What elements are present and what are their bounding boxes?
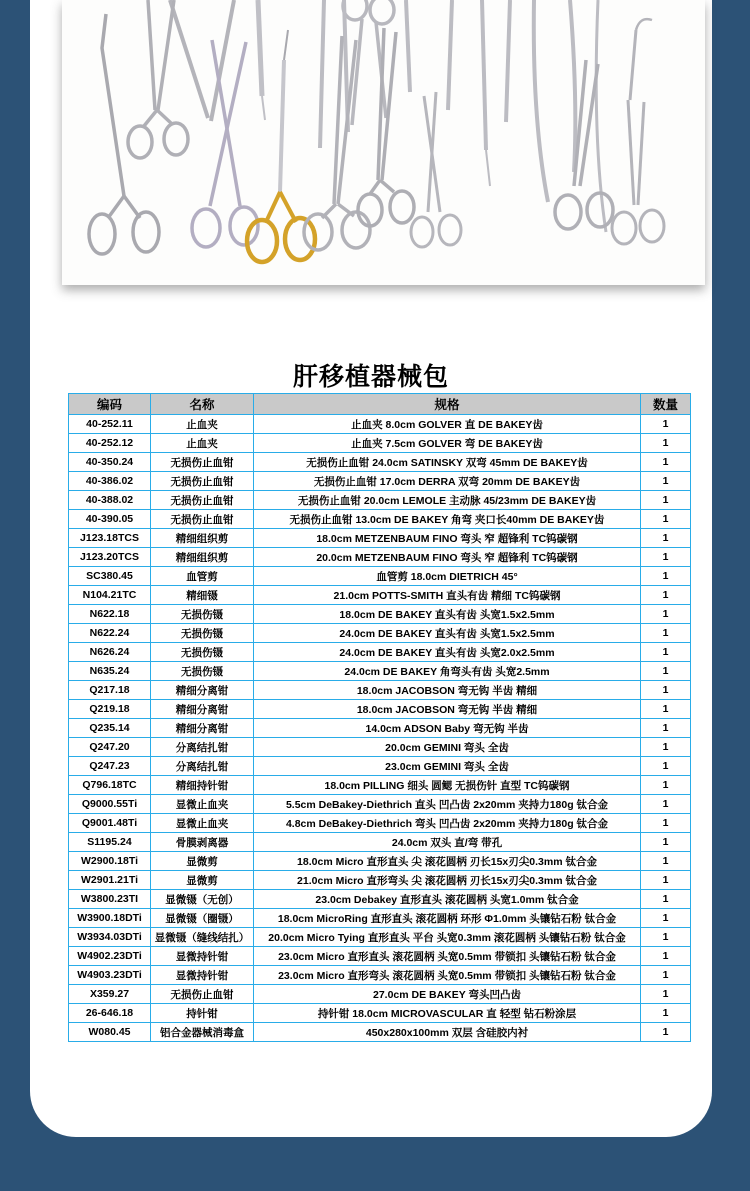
table-cell: N622.24 <box>69 624 151 643</box>
table-cell: 5.5cm DeBakey-Diethrich 直头 凹凸齿 2x20mm 夹持力180g 钛合金 <box>254 795 641 814</box>
table-cell: 血管剪 <box>151 567 254 586</box>
table-cell: W4903.23DTi <box>69 966 151 985</box>
table-cell: 显微止血夹 <box>151 814 254 833</box>
table-row <box>69 662 691 681</box>
table-cell: 23.0cm Micro 直形直头 滚花圆柄 头宽0.5mm 带锁扣 头镶钻石粉 钛合金 <box>254 947 641 966</box>
table-row <box>69 643 691 662</box>
table-row <box>69 586 691 605</box>
table-cell: 18.0cm METZENBAUM FINO 弯头 窄 超锋利 TC钨碳钢 <box>254 529 641 548</box>
column-header: 规格 <box>254 394 641 415</box>
table-row <box>69 548 691 567</box>
table-row <box>69 738 691 757</box>
table-cell: 1 <box>641 909 691 928</box>
table-cell: N626.24 <box>69 643 151 662</box>
table-cell: 显微剪 <box>151 852 254 871</box>
table-cell: Q9001.48Ti <box>69 814 151 833</box>
table-row <box>69 1023 691 1042</box>
table-cell: 无损伤止血钳 20.0cm LEMOLE 主动脉 45/23mm DE BAKEY齿 <box>254 491 641 510</box>
table-row <box>69 472 691 491</box>
table-cell: X359.27 <box>69 985 151 1004</box>
hemostat-mid-illustration <box>358 28 414 226</box>
table-cell: 精细组织剪 <box>151 548 254 567</box>
table-cell: 18.0cm JACOBSON 弯无钩 半齿 精细 <box>254 681 641 700</box>
table-cell: 持针钳 18.0cm MICROVASCULAR 直 轻型 钻石粉涂层 <box>254 1004 641 1023</box>
instrument-spec-table <box>68 393 691 1042</box>
table-cell: 1 <box>641 890 691 909</box>
table-cell: N104.21TC <box>69 586 151 605</box>
table-cell: 无损伤镊 <box>151 662 254 681</box>
table-cell: 无损伤止血钳 <box>151 453 254 472</box>
table-cell: W4902.23DTi <box>69 947 151 966</box>
table-cell: W3900.18DTi <box>69 909 151 928</box>
table-cell: 显微剪 <box>151 871 254 890</box>
table-cell: 无损伤止血钳 <box>151 491 254 510</box>
table-cell: 精细组织剪 <box>151 529 254 548</box>
table-cell: 1 <box>641 681 691 700</box>
table-cell: 1 <box>641 814 691 833</box>
table-cell: J123.20TCS <box>69 548 151 567</box>
table-cell: 26-646.18 <box>69 1004 151 1023</box>
table-cell: N622.18 <box>69 605 151 624</box>
table-cell: 1 <box>641 415 691 434</box>
table-cell: 铝合金器械消毒盒 <box>151 1023 254 1042</box>
table-cell: 1 <box>641 719 691 738</box>
column-header: 名称 <box>151 394 254 415</box>
needle-holder-top-illustration <box>343 0 394 125</box>
table-cell: 无损伤止血钳 13.0cm DE BAKEY 角弯 夹口长40mm DE BAKEY齿 <box>254 510 641 529</box>
table-cell: 1 <box>641 852 691 871</box>
table-cell: 无损伤止血钳 <box>151 510 254 529</box>
table-cell: 1 <box>641 947 691 966</box>
table-cell: 1 <box>641 1004 691 1023</box>
table-row <box>69 966 691 985</box>
table-cell: 无损伤镊 <box>151 643 254 662</box>
table-cell: 无损伤镊 <box>151 605 254 624</box>
table-cell: 1 <box>641 491 691 510</box>
table-cell: 无损伤止血钳 24.0cm SATINSKY 双弯 45mm DE BAKEY齿 <box>254 453 641 472</box>
scissors-right-illustration <box>612 19 664 244</box>
table-cell: 精细分离钳 <box>151 719 254 738</box>
table-cell: 40-252.11 <box>69 415 151 434</box>
table-cell: 23.0cm Micro 直形弯头 滚花圆柄 头宽0.5mm 带锁扣 头镶钻石粉 钛合金 <box>254 966 641 985</box>
rods-right-illustration <box>482 0 606 232</box>
table-cell: 1 <box>641 662 691 681</box>
table-cell: W3800.23TI <box>69 890 151 909</box>
table-cell: Q9000.55Ti <box>69 795 151 814</box>
table-cell: 1 <box>641 624 691 643</box>
table-cell: 精细分离钳 <box>151 681 254 700</box>
table-row <box>69 567 691 586</box>
table-cell: 24.0cm 双头 直/弯 带孔 <box>254 833 641 852</box>
table-cell: 1 <box>641 472 691 491</box>
table-cell: W2900.18Ti <box>69 852 151 871</box>
content-card <box>30 0 712 1137</box>
table-cell: 显微持针钳 <box>151 947 254 966</box>
table-cell: 精细镊 <box>151 586 254 605</box>
table-cell: 1 <box>641 700 691 719</box>
table-cell: 止血夹 7.5cm GOLVER 弯 DE BAKEY齿 <box>254 434 641 453</box>
table-cell: 止血夹 <box>151 434 254 453</box>
scissors-illustration <box>411 92 461 247</box>
table-cell: 20.0cm METZENBAUM FINO 弯头 窄 超锋利 TC钨碳钢 <box>254 548 641 567</box>
table-cell: 显微持针钳 <box>151 966 254 985</box>
table-cell: Q219.18 <box>69 700 151 719</box>
table-cell: Q235.14 <box>69 719 151 738</box>
table-cell: 1 <box>641 605 691 624</box>
table-cell: 显微止血夹 <box>151 795 254 814</box>
probe-illustration <box>258 0 265 120</box>
table-cell: 骨膜剥离器 <box>151 833 254 852</box>
table-row <box>69 605 691 624</box>
table-cell: 4.8cm DeBakey-Diethrich 弯头 凹凸齿 2x20mm 夹持力180g 钛合金 <box>254 814 641 833</box>
table-row <box>69 814 691 833</box>
table-cell: 21.0cm POTTS-SMITH 直头有齿 精细 TC钨碳钢 <box>254 586 641 605</box>
instruments-photo-illustration <box>62 0 705 285</box>
table-cell: 无损伤镊 <box>151 624 254 643</box>
table-row <box>69 491 691 510</box>
table-row <box>69 1004 691 1023</box>
table-cell: 显微镊（圈镊） <box>151 909 254 928</box>
table-row <box>69 415 691 434</box>
table-cell: 持针钳 <box>151 1004 254 1023</box>
table-cell: 40-388.02 <box>69 491 151 510</box>
table-row <box>69 776 691 795</box>
table-cell: 18.0cm MicroRing 直形直头 滚花圆柄 环形 Φ1.0mm 头镶钻石粉 钛合金 <box>254 909 641 928</box>
table-cell: 40-390.05 <box>69 510 151 529</box>
table-cell: 1 <box>641 757 691 776</box>
column-header: 数量 <box>641 394 691 415</box>
table-cell: 1 <box>641 529 691 548</box>
table-cell: 1 <box>641 548 691 567</box>
table-row <box>69 681 691 700</box>
table-cell: 23.0cm Debakey 直形直头 滚花圆柄 头宽1.0mm 钛合金 <box>254 890 641 909</box>
column-header: 编码 <box>69 394 151 415</box>
table-row <box>69 909 691 928</box>
table-row <box>69 871 691 890</box>
table-cell: 18.0cm DE BAKEY 直头有齿 头宽1.5x2.5mm <box>254 605 641 624</box>
table-row <box>69 624 691 643</box>
table-body <box>69 415 691 1042</box>
table-cell: 分离结扎钳 <box>151 738 254 757</box>
table-cell: Q217.18 <box>69 681 151 700</box>
table-cell: 无损伤止血钳 <box>151 985 254 1004</box>
table-cell: W3934.03DTi <box>69 928 151 947</box>
table-cell: 1 <box>641 928 691 947</box>
table-cell: 止血夹 <box>151 415 254 434</box>
table-cell: N635.24 <box>69 662 151 681</box>
table-cell: J123.18TCS <box>69 529 151 548</box>
table-cell: 无损伤止血钳 <box>151 472 254 491</box>
table-row <box>69 947 691 966</box>
table-cell: 20.0cm GEMINI 弯头 全齿 <box>254 738 641 757</box>
table-cell: 23.0cm GEMINI 弯头 全齿 <box>254 757 641 776</box>
table-row <box>69 453 691 472</box>
table-row <box>69 434 691 453</box>
table-cell: W2901.21Ti <box>69 871 151 890</box>
table-row <box>69 985 691 1004</box>
table-cell: 精细分离钳 <box>151 700 254 719</box>
table-cell: 1 <box>641 833 691 852</box>
table-cell: 24.0cm DE BAKEY 角弯头有齿 头宽2.5mm <box>254 662 641 681</box>
table-cell: 显微镊（缝线结扎） <box>151 928 254 947</box>
table-cell: 1 <box>641 453 691 472</box>
table-cell: 14.0cm ADSON Baby 弯无钩 半齿 <box>254 719 641 738</box>
instruments-photo <box>62 0 705 285</box>
table-cell: 18.0cm PILLING 细头 圆鳃 无损伤针 直型 TC钨碳钢 <box>254 776 641 795</box>
table-row <box>69 510 691 529</box>
table-row <box>69 890 691 909</box>
table-cell: 1 <box>641 567 691 586</box>
table-cell: 1 <box>641 643 691 662</box>
table-cell: 1 <box>641 586 691 605</box>
table-cell: 1 <box>641 510 691 529</box>
table-row <box>69 928 691 947</box>
table-cell: 40-386.02 <box>69 472 151 491</box>
table-cell: S1195.24 <box>69 833 151 852</box>
table-cell: 24.0cm DE BAKEY 直头有齿 头宽2.0x2.5mm <box>254 643 641 662</box>
table-cell: 血管剪 18.0cm DIETRICH 45° <box>254 567 641 586</box>
table-cell: Q796.18TC <box>69 776 151 795</box>
tweezers-illustration <box>170 0 234 121</box>
page-title: 肝移植器械包 <box>292 363 449 391</box>
table-cell: SC380.45 <box>69 567 151 586</box>
table-cell: 止血夹 8.0cm GOLVER 直 DE BAKEY齿 <box>254 415 641 434</box>
table-cell: 显微镊（无创） <box>151 890 254 909</box>
table-row <box>69 757 691 776</box>
table-cell: 18.0cm Micro 直形直头 尖 滚花圆柄 刃长15x刃尖0.3mm 钛合金 <box>254 852 641 871</box>
table-cell: 18.0cm JACOBSON 弯无钩 半齿 精细 <box>254 700 641 719</box>
crossed-clamp-illustration <box>192 40 258 247</box>
table-cell: 450x280x100mm 双层 含硅胶内衬 <box>254 1023 641 1042</box>
table-cell: W080.45 <box>69 1023 151 1042</box>
table-row <box>69 700 691 719</box>
table-cell: 27.0cm DE BAKEY 弯头凹凸齿 <box>254 985 641 1004</box>
table-row <box>69 852 691 871</box>
table-cell: 1 <box>641 966 691 985</box>
table-cell: 1 <box>641 738 691 757</box>
table-cell: 分离结扎钳 <box>151 757 254 776</box>
table-cell: 20.0cm Micro Tying 直形直头 平台 头宽0.3mm 滚花圆柄 头镶钻石粉 钛合金 <box>254 928 641 947</box>
table-cell: 1 <box>641 871 691 890</box>
table-cell: Q247.23 <box>69 757 151 776</box>
table-cell: 1 <box>641 776 691 795</box>
header-row <box>69 394 691 415</box>
table-cell: 精细持针钳 <box>151 776 254 795</box>
table-cell: 21.0cm Micro 直形弯头 尖 滚花圆柄 刃长15x刃尖0.3mm 钛合金 <box>254 871 641 890</box>
table-row <box>69 719 691 738</box>
table-cell: 1 <box>641 434 691 453</box>
table-cell: 40-252.12 <box>69 434 151 453</box>
table-cell: 1 <box>641 1023 691 1042</box>
table-cell: Q247.20 <box>69 738 151 757</box>
table-row <box>69 529 691 548</box>
hemostat-right-illustration <box>555 60 613 229</box>
table-row <box>69 833 691 852</box>
table-cell: 无损伤止血钳 17.0cm DERRA 双弯 20mm DE BAKEY齿 <box>254 472 641 491</box>
table-cell: 1 <box>641 985 691 1004</box>
table-cell: 1 <box>641 795 691 814</box>
table-row <box>69 795 691 814</box>
table-header <box>69 394 691 415</box>
table-cell: 24.0cm DE BAKEY 直头有齿 头宽1.5x2.5mm <box>254 624 641 643</box>
table-cell: 40-350.24 <box>69 453 151 472</box>
